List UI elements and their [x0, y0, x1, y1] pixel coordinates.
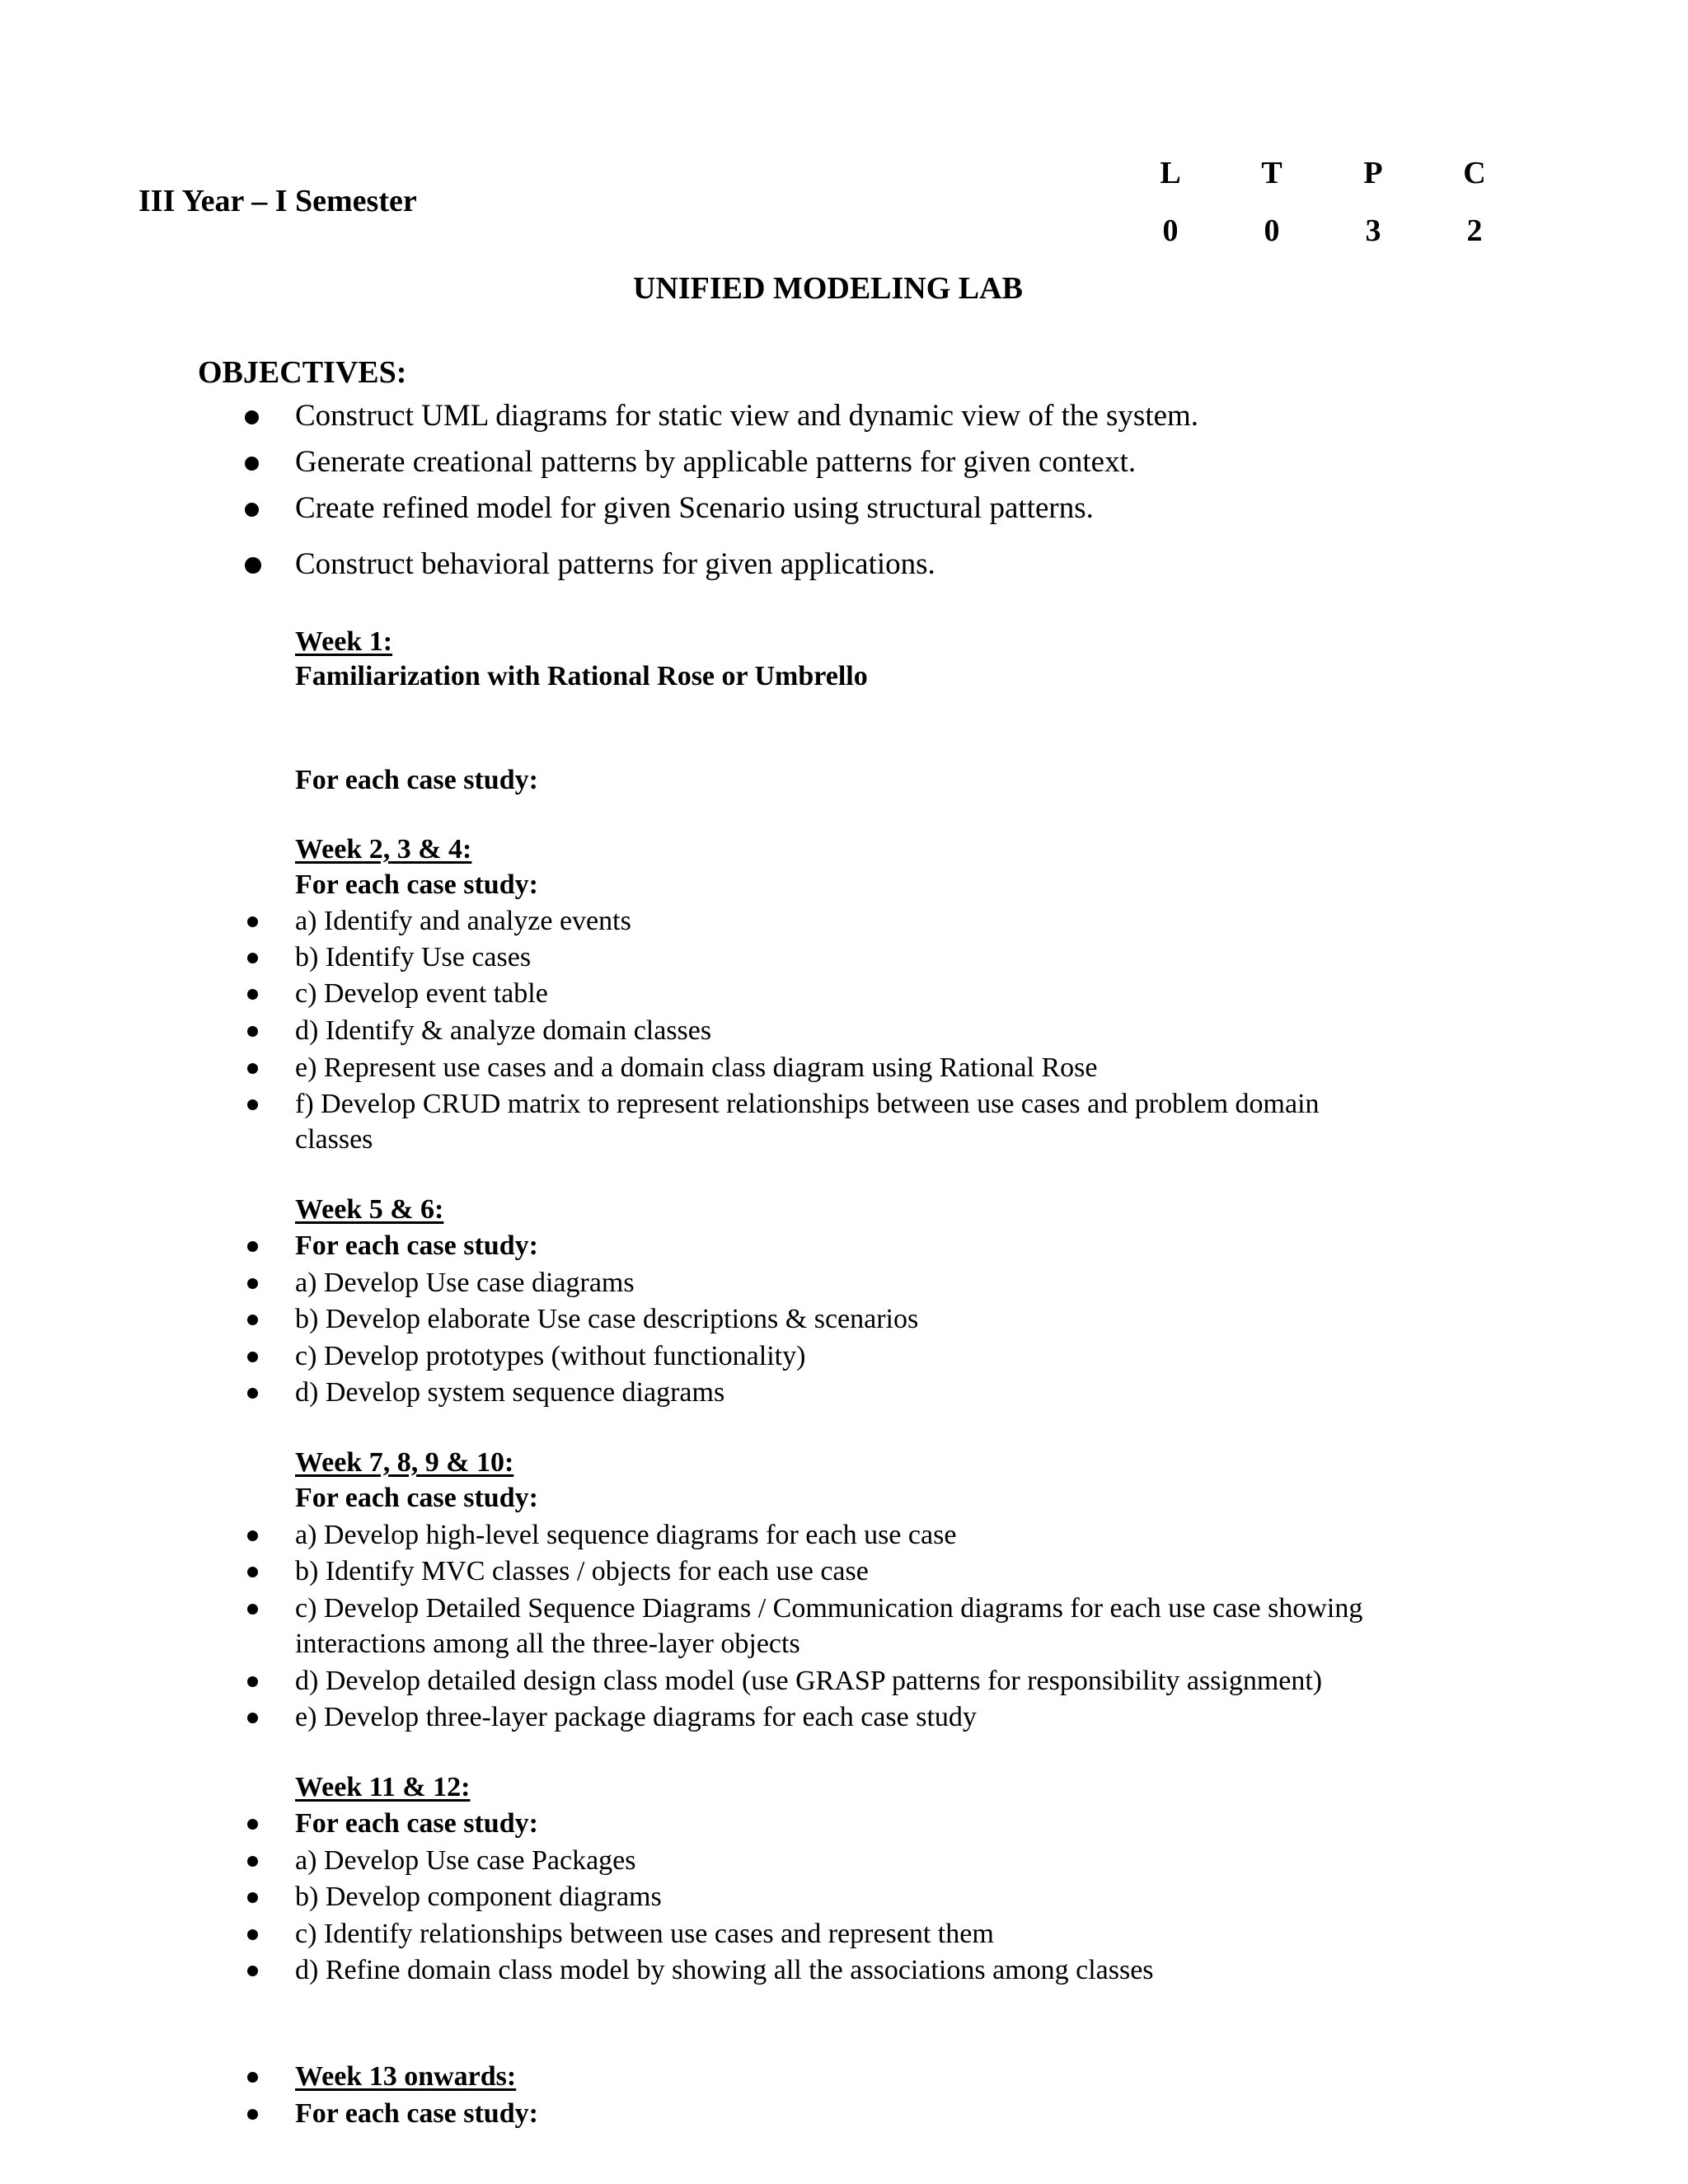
ltpc-label-t: T	[1261, 156, 1282, 190]
list-item: a) Identify and analyze events	[295, 906, 631, 936]
bullet-icon	[247, 1241, 258, 1252]
bullet-icon	[247, 1530, 258, 1541]
objective-item: Create refined model for given Scenario using structural patterns.	[295, 491, 1094, 525]
week1-heading: Week 1:	[295, 626, 393, 657]
bullet-icon	[247, 1352, 258, 1362]
bullet-icon	[247, 1388, 258, 1399]
bullet-icon	[247, 1966, 258, 1976]
ltpc-label-c: C	[1463, 156, 1486, 190]
week13-heading: Week 13 onwards:	[295, 2061, 517, 2092]
week2-4-subheading: For each case study:	[295, 869, 538, 900]
list-item: e) Represent use cases and a domain class diagram using Rational Rose	[295, 1052, 1098, 1083]
bullet-icon	[247, 953, 258, 963]
week11-12-heading: Week 11 & 12:	[295, 1772, 471, 1802]
bullet-icon	[247, 1278, 258, 1289]
bullet-icon	[247, 2072, 258, 2083]
list-item: b) Develop elaborate Use case descriptions & scenarios	[295, 1304, 919, 1334]
bullet-icon	[247, 1026, 258, 1037]
week11-12-subheading: For each case study:	[295, 1808, 538, 1839]
semester-label: III Year – I Semester	[138, 184, 417, 218]
bullet-icon	[245, 557, 261, 574]
list-item: a) Develop Use case Packages	[295, 1845, 636, 1876]
list-item: c) Develop event table	[295, 978, 548, 1009]
bullet-icon	[247, 1676, 258, 1687]
bullet-icon	[247, 2109, 258, 2120]
bullet-icon	[247, 1819, 258, 1830]
objective-item: Construct behavioral patterns for given applications.	[295, 547, 935, 581]
ltpc-value-c: 2	[1466, 213, 1483, 248]
bullet-icon	[247, 1099, 258, 1110]
week7-10-subheading: For each case study:	[295, 1483, 538, 1513]
list-item-continuation: interactions among all the three-layer objects	[295, 1629, 800, 1659]
list-item: e) Develop three-layer package diagrams for each case study	[295, 1702, 977, 1732]
list-item: c) Identify relationships between use cases and represent them	[295, 1919, 994, 1949]
week13-subheading: For each case study:	[295, 2098, 538, 2129]
bullet-icon	[247, 1567, 258, 1577]
week1-subtitle: Familiarization with Rational Rose or Umbrello	[295, 661, 868, 691]
case-study-intro: For each case study:	[295, 765, 538, 795]
week5-6-heading: Week 5 & 6:	[295, 1194, 444, 1225]
bullet-icon	[247, 989, 258, 1000]
bullet-icon	[247, 1063, 258, 1074]
ltpc-value-l: 0	[1162, 213, 1179, 248]
objective-item: Generate creational patterns by applicable patterns for given context.	[295, 445, 1137, 479]
week2-4-heading: Week 2, 3 & 4:	[295, 834, 472, 865]
bullet-icon	[247, 1892, 258, 1903]
bullet-icon	[247, 916, 258, 927]
page-title: UNIFIED MODELING LAB	[633, 271, 1023, 306]
list-item: b) Identify Use cases	[295, 942, 532, 972]
bullet-icon	[247, 1929, 258, 1940]
week5-6-subheading: For each case study:	[295, 1230, 538, 1261]
bullet-icon	[247, 1856, 258, 1867]
bullet-icon	[245, 503, 259, 517]
objectives-heading: OBJECTIVES:	[198, 355, 407, 390]
bullet-icon	[247, 1315, 258, 1325]
ltpc-label-p: P	[1363, 156, 1383, 190]
list-item: b) Identify MVC classes / objects for each use case	[295, 1556, 869, 1586]
list-item: d) Refine domain class model by showing all the associations among classes	[295, 1955, 1154, 1985]
list-item: d) Develop detailed design class model (use GRASP patterns for responsibility assignment)	[295, 1666, 1323, 1696]
objective-item: Construct UML diagrams for static view and dynamic view of the system.	[295, 399, 1199, 433]
list-item-continuation: classes	[295, 1124, 373, 1155]
week7-10-heading: Week 7, 8, 9 & 10:	[295, 1447, 514, 1478]
ltpc-value-t: 0	[1264, 213, 1280, 248]
list-item: a) Develop Use case diagrams	[295, 1268, 635, 1298]
list-item: c) Develop prototypes (without functionality)	[295, 1341, 806, 1371]
list-item: f) Develop CRUD matrix to represent relationships between use cases and problem domain	[295, 1089, 1320, 1119]
bullet-icon	[245, 457, 259, 471]
ltpc-value-p: 3	[1365, 213, 1381, 248]
list-item: a) Develop high-level sequence diagrams for each use case	[295, 1520, 957, 1550]
ltpc-label-l: L	[1160, 156, 1181, 190]
bullet-icon	[247, 1604, 258, 1615]
list-item: b) Develop component diagrams	[295, 1882, 662, 1912]
list-item: d) Develop system sequence diagrams	[295, 1377, 725, 1408]
bullet-icon	[247, 1713, 258, 1723]
bullet-icon	[245, 410, 259, 424]
list-item: c) Develop Detailed Sequence Diagrams / Communication diagrams for each use case showing	[295, 1593, 1363, 1624]
list-item: d) Identify & analyze domain classes	[295, 1015, 712, 1046]
